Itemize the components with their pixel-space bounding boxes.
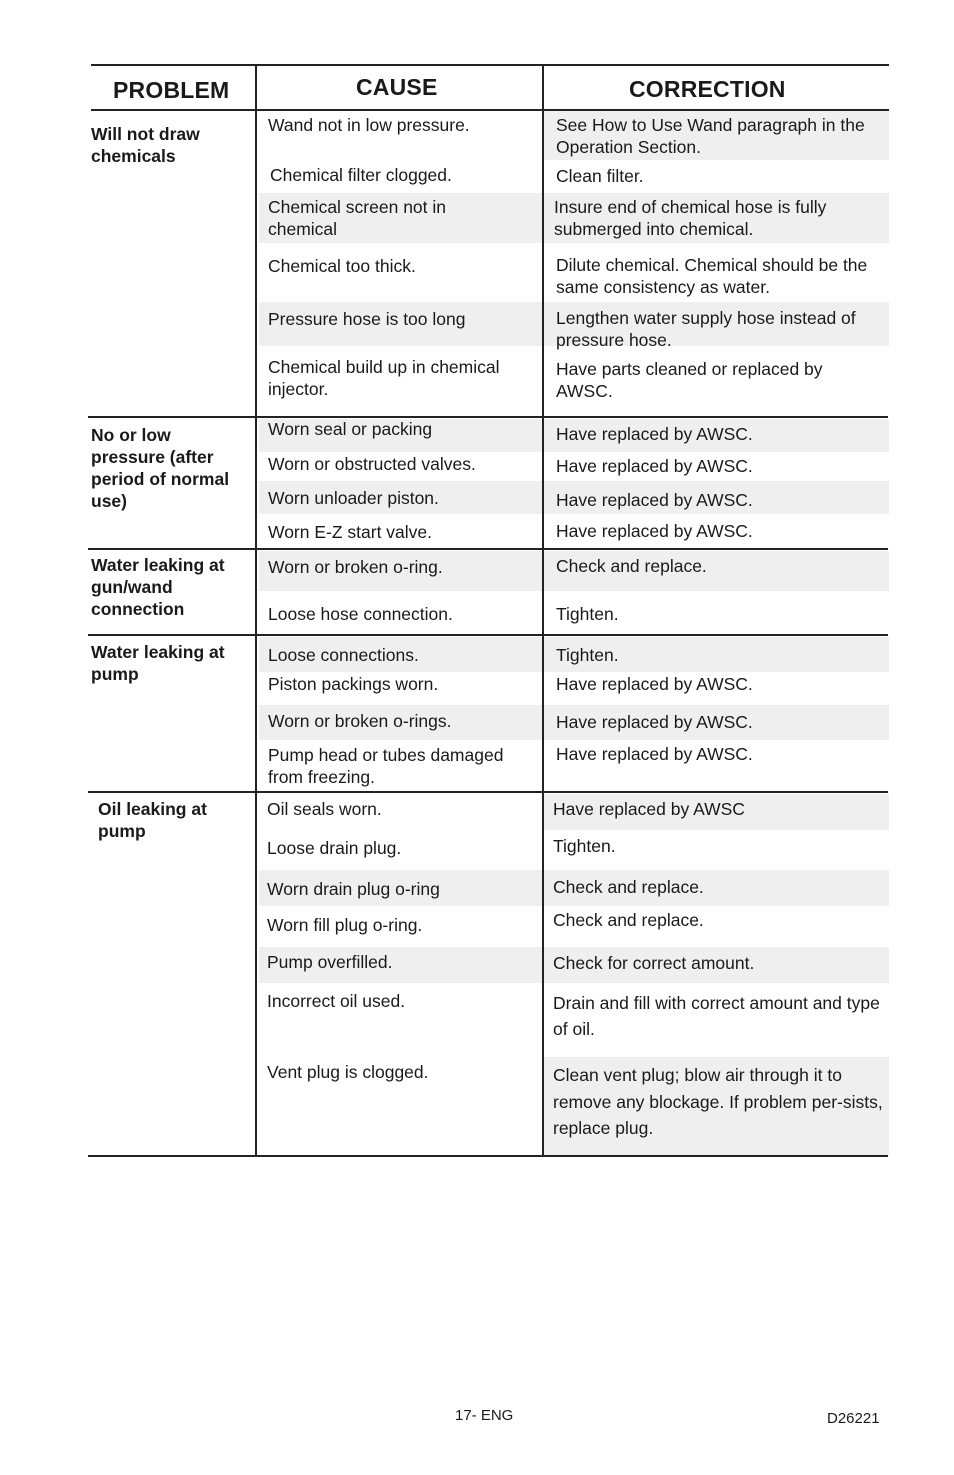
problem-cell: Water leaking at gun/wand connection: [91, 555, 225, 619]
correction-cell: Insure end of chemical hose is fully submerged into chemical.: [554, 197, 827, 239]
table-top-rule: [91, 64, 889, 66]
cause-cell: Worn drain plug o-ring: [267, 879, 440, 899]
document-code: D26221: [827, 1410, 880, 1427]
correction-cell: Have replaced by AWSC.: [556, 712, 753, 732]
correction-cell: Tighten.: [553, 836, 616, 856]
cause-cell: Worn seal or packing: [268, 419, 433, 439]
correction-cell: Tighten.: [556, 645, 619, 665]
header-correction: CORRECTION: [629, 76, 786, 102]
cause-cell: Pump overfilled.: [267, 952, 393, 972]
correction-cell: Have replaced by AWSC.: [556, 674, 753, 694]
cause-cell: Worn E-Z start valve.: [268, 522, 433, 542]
cause-cell: Worn fill plug o-ring.: [267, 915, 423, 935]
correction-cell: Have parts cleaned or replaced by AWSC.: [556, 359, 823, 401]
correction-cell: Drain and fill with correct amount and type of oil.: [553, 993, 880, 1039]
correction-cell: Check and replace.: [553, 877, 704, 897]
cause-cell: Worn or obstructed valves.: [268, 454, 476, 474]
header-cause: CAUSE: [356, 74, 438, 100]
cause-cell: Loose connections.: [268, 645, 419, 665]
group-divider: [88, 548, 888, 550]
correction-cell: See How to Use Wand paragraph in the Operation Section.: [556, 115, 865, 157]
header-problem: PROBLEM: [113, 77, 230, 103]
column-divider: [255, 64, 257, 1157]
group-divider: [88, 634, 888, 636]
correction-cell: Dilute chemical. Chemical should be the same consistency as water.: [556, 255, 868, 297]
cause-cell: Vent plug is clogged.: [267, 1062, 429, 1082]
group-divider: [88, 791, 888, 793]
cause-cell: Worn or broken o-ring.: [268, 557, 443, 577]
correction-cell: Have replaced by AWSC.: [556, 424, 753, 444]
cause-cell: Oil seals worn.: [267, 799, 382, 819]
cause-cell: Chemical build up in chemical injector.: [268, 357, 500, 399]
problem-cell: Will not draw chemicals: [91, 124, 200, 166]
cause-cell: Piston packings worn.: [268, 674, 439, 694]
cause-cell: Chemical too thick.: [268, 256, 416, 276]
cause-cell: Chemical screen not in chemical: [268, 197, 446, 239]
page-number: 17- ENG: [455, 1407, 514, 1424]
cause-cell: Worn unloader piston.: [268, 488, 439, 508]
table-bottom-rule: [88, 1155, 888, 1157]
correction-cell: Have replaced by AWSC: [553, 799, 745, 819]
column-divider: [542, 64, 544, 1157]
cause-cell: Worn or broken o-rings.: [268, 711, 452, 731]
cause-cell: Loose hose connection.: [268, 604, 453, 624]
correction-cell: Tighten.: [556, 604, 619, 624]
cause-cell: Pump head or tubes damaged from freezing.: [268, 745, 504, 787]
cause-cell: Wand not in low pressure.: [268, 115, 470, 135]
cause-cell: Chemical filter clogged.: [270, 165, 452, 185]
cause-cell: Loose drain plug.: [267, 838, 402, 858]
problem-cell: Oil leaking at pump: [98, 799, 207, 841]
correction-cell: Clean vent plug; blow air through it to remove any blockage. If problem per-sists, replace plug.: [553, 1065, 883, 1138]
correction-cell: Check and replace.: [556, 556, 707, 576]
correction-cell: Have replaced by AWSC.: [556, 744, 753, 764]
problem-cell: Water leaking at pump: [91, 642, 225, 684]
correction-cell: Have replaced by AWSC.: [556, 490, 753, 510]
correction-cell: Have replaced by AWSC.: [556, 456, 753, 476]
correction-cell: Clean filter.: [556, 166, 644, 186]
correction-cell: Check for correct amount.: [553, 953, 755, 973]
cause-cell: Incorrect oil used.: [267, 991, 406, 1011]
problem-cell: No or low pressure (after period of normal use): [91, 425, 230, 511]
correction-cell: Check and replace.: [553, 910, 704, 930]
correction-cell: Lengthen water supply hose instead of pressure hose.: [556, 308, 856, 350]
correction-cell: Have replaced by AWSC.: [556, 521, 753, 541]
cause-cell: Pressure hose is too long: [268, 309, 466, 329]
header-bottom-rule: [91, 109, 889, 111]
